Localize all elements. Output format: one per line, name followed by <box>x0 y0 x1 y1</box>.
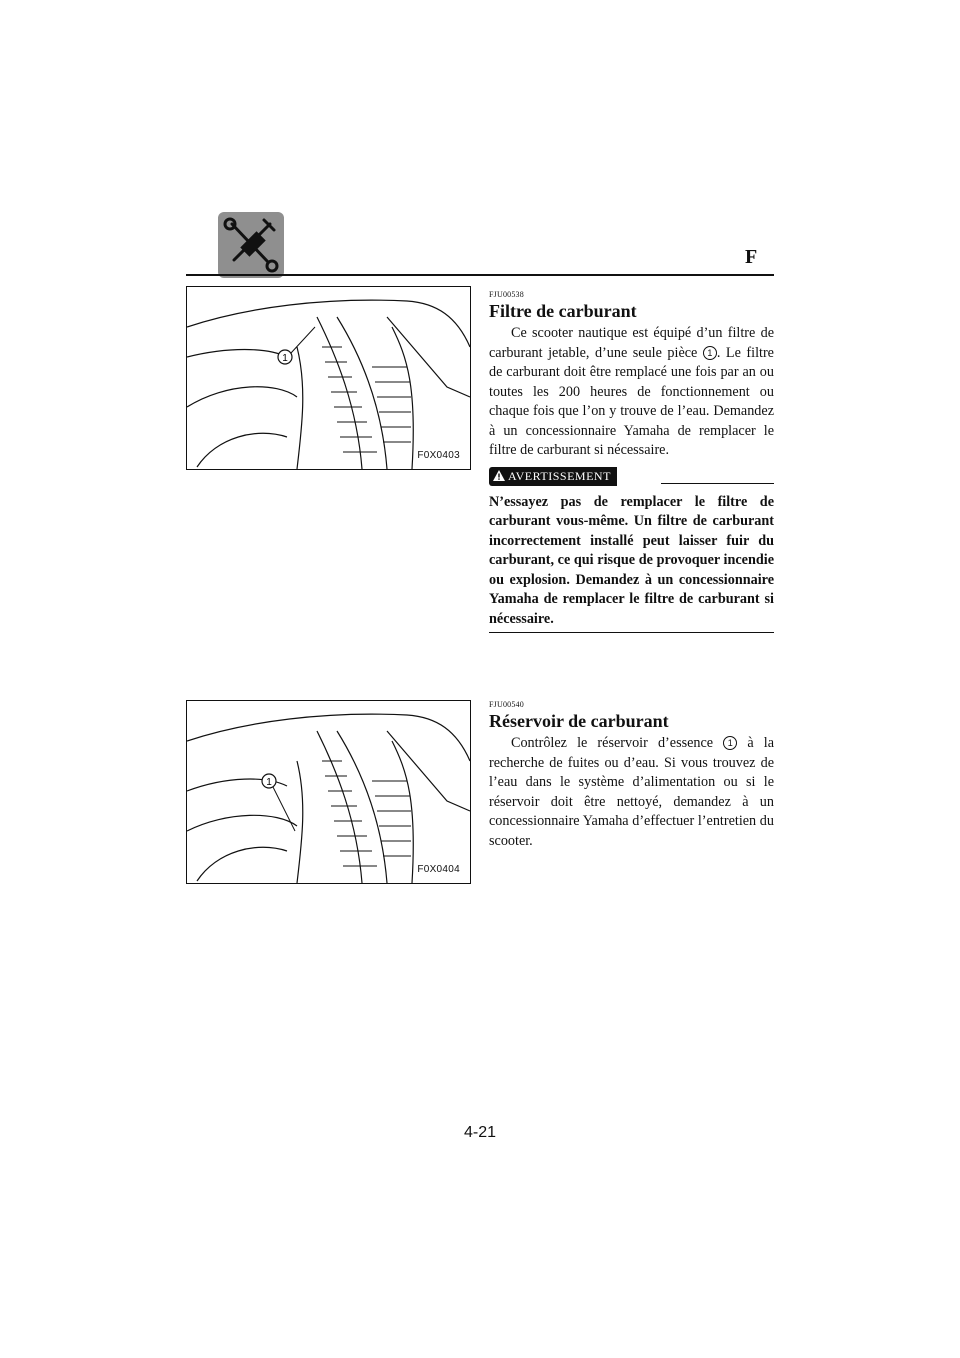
page-number: 4-21 <box>463 1124 497 1141</box>
fuel-tank-section <box>489 700 774 851</box>
language-letter: F <box>745 246 758 268</box>
warning-badge: AVERTISSEMENT <box>489 467 617 486</box>
warning-bottom-rule <box>489 632 774 633</box>
maintenance-tools-icon <box>218 212 284 278</box>
warning-rule <box>661 483 774 484</box>
warning-triangle-icon <box>493 470 505 481</box>
callout-badge: 1 <box>723 736 737 750</box>
section2-body: Contrôlez le réservoir d’essence 1 à la recherche de fuites ou d’eau. Si vous trouvez de l’eau dans le système d’alimentation ou si le réservoir doit être nettoyé, demandez à un concessionnaire Yamaha d’effectuer l’entretien du scooter. <box>489 735 774 849</box>
callout-badge: 1 <box>703 346 717 360</box>
figure1-code: F0X0403 <box>417 450 460 461</box>
fuel-tank-illustration <box>187 701 470 883</box>
figure1-callout: 1 <box>282 353 288 364</box>
figure2-callout: 1 <box>266 777 272 788</box>
section1-code: FJU00538 <box>489 290 524 299</box>
section1-body: Ce scooter nautique est équipé d’un filtre de carburant jetable, d’une seule pièce 1 . Le filtre de carburant doit être remplacé une fois par an ou toutes les 200 heures de fonctionnement ou chaque fois que l’on y trouve de l’eau. Demandez à un concessionnaire Yamaha de remplacer le filtre de carburant si nécessaire. <box>489 325 774 458</box>
section2-code: FJU00540 <box>489 700 524 709</box>
section2-title: Réservoir de carburant <box>489 711 669 731</box>
warning-header <box>489 467 774 487</box>
fuel-tank-figure <box>186 700 471 884</box>
fuel-filter-illustration <box>187 287 470 469</box>
section1-title: Filtre de carburant <box>489 301 637 321</box>
figure2-code: F0X0404 <box>417 864 460 875</box>
fuel-filter-section <box>489 290 774 633</box>
header-rule <box>186 274 774 276</box>
warning-text: N’essayez pas de remplacer le filtre de carburant vous-même. Un filtre de carburant incorrectement installé peut laisser fuir du carburant, ce qui risque de provoquer incendie ou explosion. Demandez à un concessionnaire Yamaha de remplacer le filtre de carburant si nécessaire. <box>489 493 774 627</box>
fuel-filter-figure <box>186 286 471 470</box>
